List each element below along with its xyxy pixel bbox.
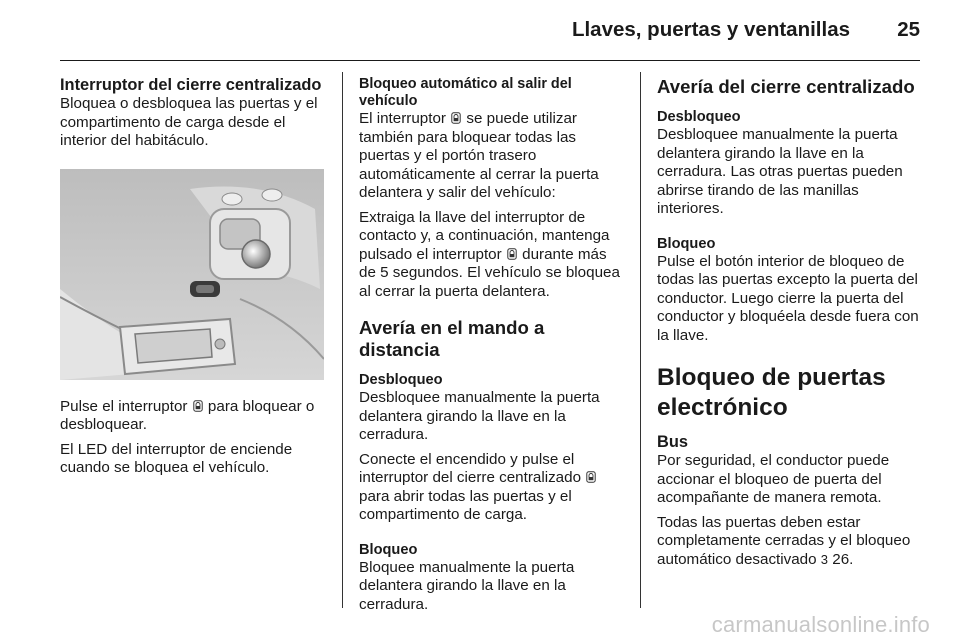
lock-switch-icon bbox=[193, 400, 203, 412]
paragraph-text: para bloquear o desbloquear. bbox=[60, 397, 315, 433]
page-reference-link[interactable]: 26. bbox=[828, 550, 854, 568]
column-divider bbox=[640, 72, 641, 608]
lock-switch-icon bbox=[586, 471, 596, 483]
page-reference-arrow-icon bbox=[821, 552, 828, 567]
paragraph-text: para abrir todas las puertas y el compartimento de carga. bbox=[359, 487, 572, 523]
paragraph-text: durante más de 5 segundos. El vehículo se bloquea al cerrar la puerta delantera. bbox=[359, 245, 620, 300]
paragraph-text: Extraiga la llave del interruptor de contacto y, a continuación, mantenga pulsado el interruptor bbox=[359, 208, 610, 263]
roof-console-illustration bbox=[60, 169, 324, 380]
paragraph: Bloquea o desbloquea las puertas y el compartimento de carga desde el interior del habitáculo. bbox=[60, 95, 318, 149]
section-heading: Interruptor del cierre centralizado bbox=[60, 76, 322, 94]
paragraph: Desbloquee manualmente la puerta delantera girando la llave en la cerradura. bbox=[359, 389, 600, 443]
paragraph bbox=[359, 451, 625, 525]
page-reference-symbol: 3 bbox=[820, 551, 829, 567]
label-heading: Bloqueo bbox=[359, 541, 418, 558]
paragraph-text: Todas las puertas deben estar completamente cerradas y el bloqueo automático desactivado bbox=[657, 513, 911, 568]
paragraph: Bloquee manualmente la puerta delantera girando la llave en la cerradura. bbox=[359, 558, 575, 613]
subsection-heading: Bus bbox=[657, 433, 688, 451]
column-divider bbox=[342, 72, 343, 608]
lock-switch-icon bbox=[451, 112, 461, 124]
paragraph bbox=[359, 209, 625, 302]
paragraph-text: El interruptor bbox=[359, 110, 451, 127]
subsection-heading: Bloqueo automático al salir del vehículo bbox=[359, 76, 572, 109]
paragraph: Desbloquee manualmente la puerta delantera girando la llave en la cerradura. Las otras puertas pueden abrirse tirando de las manillas interiores. bbox=[657, 126, 903, 217]
watermark: carmanualsonline.info bbox=[711, 612, 930, 637]
paragraph: Por seguridad, el conductor puede accionar el bloqueo de puerta del acompañante de manera remota. bbox=[657, 452, 890, 506]
section-heading: Avería en el mando a distancia bbox=[359, 317, 545, 360]
paragraph-text: Pulse el interruptor bbox=[60, 397, 192, 415]
page-number: 25 bbox=[897, 18, 920, 41]
lock-switch-icon bbox=[507, 248, 517, 260]
column-2 bbox=[359, 76, 625, 620]
paragraph: Pulse el botón interior de bloqueo de todas las puertas excepto la puerta del conductor. Luego cierre la puerta del conductor y bloquéela desde fuera con la llave. bbox=[657, 252, 919, 344]
label-heading: Desbloqueo bbox=[359, 372, 443, 388]
column-1 bbox=[60, 76, 326, 484]
running-header-title: Llaves, puertas y ventanillas bbox=[571, 18, 850, 41]
header-rule bbox=[60, 60, 920, 61]
paragraph: El LED del interruptor de enciende cuando se bloquea el vehículo. bbox=[60, 440, 293, 476]
roof-console-drawing bbox=[60, 169, 324, 380]
paragraph-text: Conecte el encendido y pulse el interruptor del cierre centralizado bbox=[359, 450, 586, 486]
paragraph bbox=[359, 110, 625, 203]
column-3 bbox=[657, 76, 923, 575]
paragraph-text: se puede utilizar también para bloquear todas las puertas y el portón trasero automáticamente al cerrar la puerta delantera y salir del vehículo: bbox=[359, 110, 599, 201]
paragraph bbox=[657, 514, 923, 570]
chapter-heading: Bloqueo de puertas electrónico bbox=[657, 364, 886, 421]
paragraph bbox=[60, 398, 326, 435]
label-heading: Desbloqueo bbox=[657, 109, 741, 125]
label-heading: Bloqueo bbox=[657, 235, 716, 252]
section-heading: Avería del cierre centralizado bbox=[657, 76, 915, 97]
